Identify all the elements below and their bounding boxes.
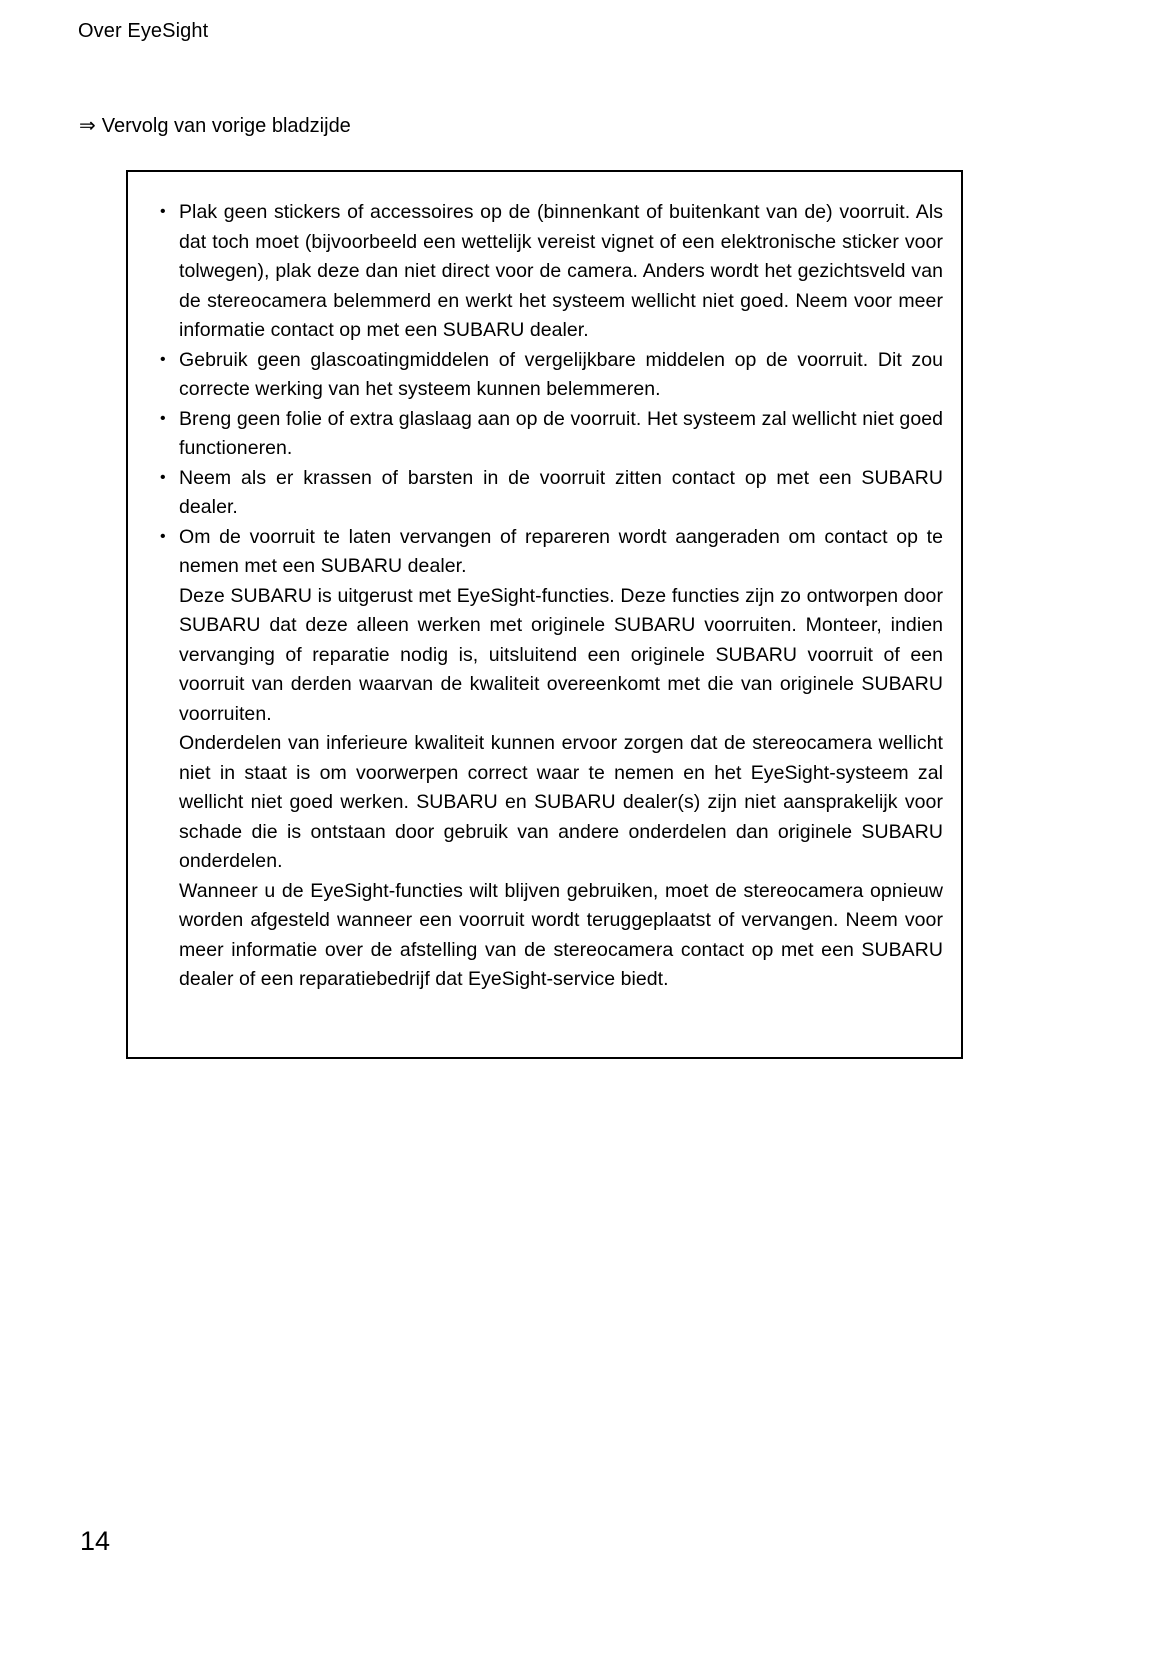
continued-from-previous-page-note bbox=[79, 113, 351, 139]
page-header-title: Over EyeSight bbox=[78, 20, 209, 42]
bullet-text: • Neem als er krassen of barsten in de voorruit zitten contact op met een SUBARU dealer. bbox=[179, 466, 943, 518]
list-item bbox=[156, 523, 943, 582]
bullet-text: • Breng geen folie of extra glaslaag aan op de voorruit. Het systeem zal wellicht niet goed functioneren. bbox=[179, 407, 943, 459]
page-number: 14 bbox=[80, 1526, 111, 1556]
sub-paragraph: Onderdelen van inferieure kwaliteit kunnen ervoor zorgen dat de stereocamera wellicht niet in staat is om voorwerpen correct waar te nemen en het EyeSight-systeem zal wellicht niet goed werken. SUBARU en SUBARU dealer(s) zijn niet aansprakelijk voor schade die is ontstaan door gebruik van andere onderdelen dan originele SUBARU onderdelen. bbox=[179, 732, 943, 872]
sub-paragraph: Deze SUBARU is uitgerust met EyeSight-functies. Deze functies zijn zo ontworpen door SUBARU dat deze alleen werken met originele SUBARU voorruiten. Monteer, indien vervanging of reparatie nodig is, uitsluitend een originele SUBARU voorruit of een voorruit van derden waarvan de kwaliteit overeenkomt met die van originele SUBARU voorruiten. bbox=[179, 584, 943, 725]
list-item bbox=[156, 346, 943, 405]
warning-sub-paragraphs bbox=[156, 582, 943, 995]
bullet-text: • Gebruik geen glascoatingmiddelen of vergelijkbare middelen op de voorruit. Dit zou correcte werking van het systeem kunnen belemmeren. bbox=[179, 348, 943, 400]
list-item bbox=[156, 464, 943, 523]
list-item bbox=[156, 405, 943, 464]
warning-bullet-list bbox=[156, 198, 943, 582]
double-right-arrow-icon: ⇒ bbox=[79, 115, 96, 137]
continued-note-text: Vervolg van vorige bladzijde bbox=[101, 115, 351, 137]
bullet-text: • Plak geen stickers of accessoires op de (binnenkant of buitenkant van de) voorruit. Als dat toch moet (bijvoorbeeld een wettelijk vereist vignet of een elektronische sticker voor tolwegen), plak deze dan niet direct voor de camera. Anders wordt het gezichtsveld van de stereocamera belemmerd en werkt het systeem wellicht niet goed. Neem voor meer informatie contact op met een SUBARU dealer. bbox=[179, 201, 943, 341]
warning-box bbox=[126, 170, 963, 1059]
page-header bbox=[78, 18, 208, 44]
bullet-text: • Om de voorruit te laten vervangen of repareren wordt aangeraden om contact op te nemen met een SUBARU dealer. bbox=[179, 525, 943, 577]
list-item bbox=[156, 198, 943, 346]
sub-paragraph: Wanneer u de EyeSight-functies wilt blijven gebruiken, moet de stereocamera opnieuw worden afgesteld wanneer een voorruit wordt teruggeplaatst of vervangen. Neem voor meer informatie over de afstelling van de stereocamera contact op met een SUBARU dealer of een reparatiebedrijf dat EyeSight-service biedt. bbox=[179, 879, 943, 990]
